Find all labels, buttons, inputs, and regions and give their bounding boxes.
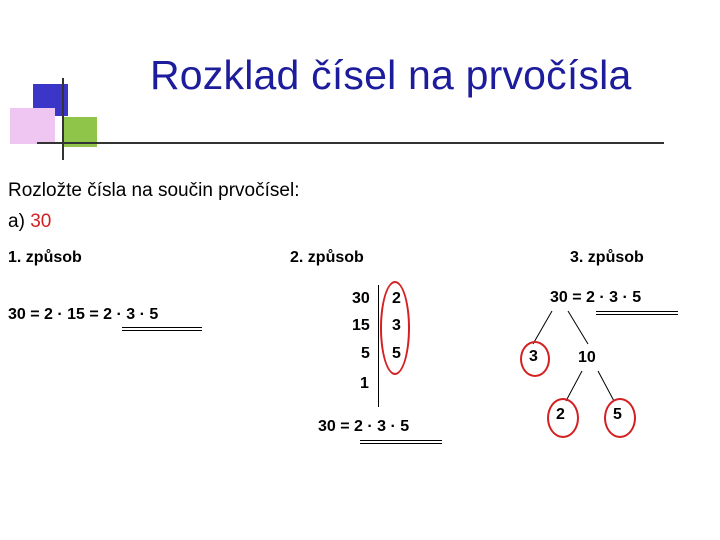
ladder-left-3: 5 (361, 345, 370, 362)
tree-node-5: 5 (613, 406, 622, 423)
tree-root: 30 = 2 · 3 · 5 (550, 289, 642, 306)
ladder-left-2: 15 (352, 317, 370, 334)
ladder-right-3: 5 (392, 345, 401, 362)
tree-node-10: 10 (578, 349, 596, 366)
task-number: 30 (30, 211, 52, 232)
tree-node-2: 2 (556, 406, 565, 423)
tree-node-3: 3 (529, 348, 538, 365)
method2-result: 30 = 2 · 3 · 5 (318, 418, 410, 435)
branch-10-right (598, 371, 614, 401)
task-label: a) (8, 211, 25, 232)
method1-equation: 30 = 2 · 15 = 2 · 3 · 5 (8, 306, 159, 323)
branch-10-left (566, 371, 582, 401)
method1-heading: 1. způsob (8, 249, 82, 266)
branch-root-left (533, 311, 552, 344)
ladder-left-1: 30 (352, 290, 370, 307)
slide-title: Rozklad čísel na prvočísla (150, 52, 632, 98)
ladder-right-1: 2 (392, 290, 401, 307)
ladder-right-2: 3 (392, 317, 401, 334)
method3-heading: 3. způsob (570, 249, 644, 266)
instruction-text: Rozložte čísla na součin prvočísel: (8, 180, 300, 201)
ladder-left-4: 1 (360, 375, 369, 392)
branch-root-right (568, 311, 588, 344)
method2-heading: 2. způsob (290, 249, 364, 266)
